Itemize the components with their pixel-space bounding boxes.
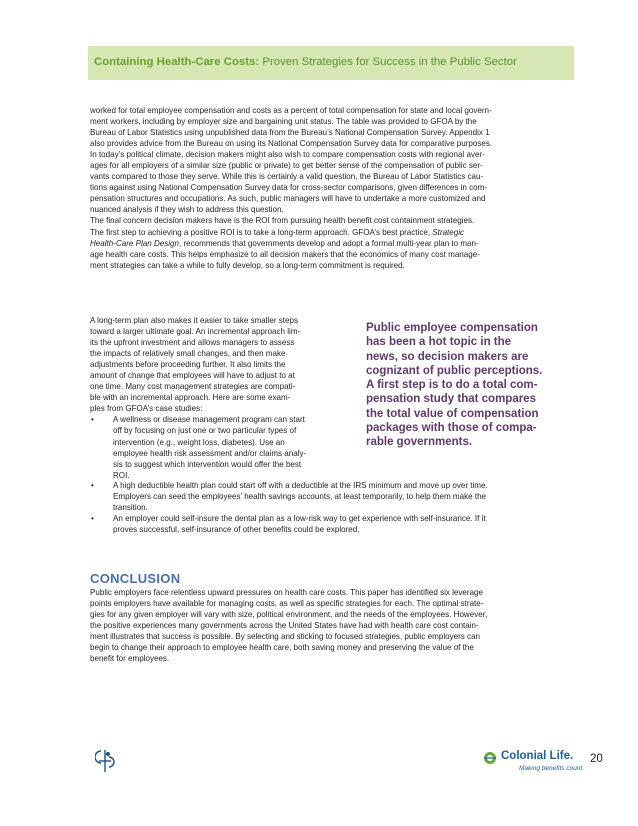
bullet-marker: • xyxy=(91,415,94,425)
text-line: ment strategies can take a while to fully develop, so a long-term commitment is required. xyxy=(90,260,405,270)
text-segment: , recommends that governments develop and adopt a formal multi-year plan to man- xyxy=(179,238,479,248)
header-title-bold: Containing Health-Care Costs: xyxy=(94,56,260,68)
roi-paragraph xyxy=(90,215,576,270)
text-line: transition. xyxy=(113,503,148,513)
pull-quote-line: packages with those of compa- xyxy=(366,422,537,435)
pull-quote-line: A first step is to do a total com- xyxy=(366,379,538,392)
text-line: proves successful, self-insurance of other benefits could be explored. xyxy=(113,525,360,535)
text-line: tions against using National Compensation Survey data for cross-sector comparisons, given differences in com- xyxy=(90,183,488,193)
text-line: Bureau of Labor Statistics using unpublished data from the Bureau’s National Compensation Survey. Appendix 1 xyxy=(90,128,490,138)
text-line: ment workers, including by employer size and bargaining unit status. The table was provided to GFOA by the xyxy=(90,117,477,127)
text-line: toward a larger ultimate goal. An incremental approach lim- xyxy=(90,327,301,337)
text-line: sis to suggest which intervention would offer the best xyxy=(113,459,302,469)
text-line xyxy=(90,227,576,238)
text-line: ples from GFOA’s case studies: xyxy=(90,404,203,414)
text-line: worked for total employee compensation and costs as a percent of total compensation for state and local govern- xyxy=(90,106,492,115)
conclusion-paragraph xyxy=(90,587,487,664)
text-line: also provides advice from the Bureau on using its National Compensation Survey data for comparative purposes. xyxy=(90,139,493,149)
running-header xyxy=(94,56,517,68)
full-width-bullets xyxy=(90,480,488,535)
bullet-marker: • xyxy=(91,514,94,524)
conclusion-heading: CONCLUSION xyxy=(90,571,181,586)
left-column-text xyxy=(90,315,348,481)
paragraph xyxy=(90,149,576,215)
colonial-life-wordmark: Colonial Life. xyxy=(501,750,574,762)
text-line: begin to change their approach to employee health care, both saving money and preserving the value of the xyxy=(90,643,474,653)
text-line: amount of change that employees will have to adjust to at xyxy=(90,371,295,381)
gfoa-logo xyxy=(95,748,115,774)
pull-quote-line: Public employee compensation xyxy=(366,322,538,334)
page-number: 20 xyxy=(590,753,603,765)
text-line: age health care costs. This helps emphasize to all decision makers that the economics of many cost manage- xyxy=(90,249,480,259)
text-line: nuanced analysis if they wish to address this question. xyxy=(90,205,284,215)
text-line: gies for any given employer will vary with size, political environment, and the needs of the employees. However, xyxy=(90,610,488,620)
list-item xyxy=(90,480,488,513)
pull-quote xyxy=(366,321,576,450)
text-line: intervention (e.g., weight loss, diabetes). Use an xyxy=(113,437,285,447)
text-line: Employers can seed the employees’ health savings accounts, at least temporarily, to help them make the xyxy=(113,492,487,502)
pull-quote-line: news, so decision makers are xyxy=(366,350,529,363)
text-line: benefit for employees. xyxy=(90,654,170,664)
text-line: off by focusing on just one or two particular types of xyxy=(113,426,297,436)
text-line: pensation structures and occupations. As such, public managers will have to undertake a more customized and xyxy=(90,194,486,204)
pull-quote-line: rable governments. xyxy=(366,436,473,449)
paragraph xyxy=(90,105,576,149)
pull-quote-line: pensation study that compares xyxy=(366,393,536,406)
text-line: An employer could self-insure the dental plan as a low-risk way to get experience with self-insurance. If it xyxy=(113,514,486,524)
header-title-rest: Proven Strategies for Success in the Public Sector xyxy=(259,56,517,68)
text-line: In today’s political climate, decision makers might also wish to compare compensation costs with regional aver- xyxy=(90,150,485,160)
text-line: its the upfront investment and allows managers to assess xyxy=(90,338,295,348)
book-title: Strategic xyxy=(432,227,465,237)
text-segment: The first step to achieving a positive ROI is to take a long-term approach. GFOA’s best practice, xyxy=(90,227,433,237)
text-line: A high deductible health plan could start off with a deductible at the IRS minimum and move up over time. xyxy=(113,481,488,490)
text-line: The final concern decision makers have is the ROI from pursuing health benefit cost containment strategies. xyxy=(90,216,475,226)
book-title: Health-Care Plan Design xyxy=(90,238,180,248)
text-line: employee health risk assessment and/or claims analy- xyxy=(113,448,307,458)
text-line: adjustments before proceeding further. It also limits the xyxy=(90,360,286,370)
list-item xyxy=(90,513,488,535)
text-line: ment illustrates that success is possible. By selecting and sticking to focused strategies, public employers can xyxy=(90,632,481,642)
text-line xyxy=(90,238,576,249)
list-item xyxy=(90,414,348,480)
text-line: vants compared to those they serve. While this is certainly a valid question, the Bureau of Labor Statistics cau- xyxy=(90,172,484,182)
text-line: A long-term plan also makes it easier to take smaller steps xyxy=(90,316,298,325)
intro-text xyxy=(90,105,576,271)
text-line: ages for all employers of a similar size (public or private) to get better sense of the compensation of public ser- xyxy=(90,161,483,171)
text-line: Public employers face relentless upward pressures on health care costs. This paper has identified six leverage xyxy=(90,588,484,597)
bullet-marker: • xyxy=(91,481,94,490)
text-line: ble with an incremental approach. Here are some exam- xyxy=(90,393,291,403)
text-line: the positive experiences many governments across the United States have had with health care cost contain- xyxy=(90,621,479,631)
text-line: the impacts of relatively small changes, and then make xyxy=(90,349,286,359)
pull-quote-line: cognizant of public perceptions. xyxy=(366,364,543,377)
colonial-life-tagline: Making benefits count. xyxy=(519,765,585,772)
pull-quote-line: the total value of compensation xyxy=(366,407,539,420)
text-line: ROI. xyxy=(113,470,130,480)
text-line: one time. Many cost management strategies are compati- xyxy=(90,382,296,392)
pull-quote-line: has been a hot topic in the xyxy=(366,336,512,349)
text-line: A wellness or disease management program can start xyxy=(113,415,305,425)
text-line: points employers have available for managing costs, as well as specific strategies for each. The optimal strate- xyxy=(90,599,484,609)
